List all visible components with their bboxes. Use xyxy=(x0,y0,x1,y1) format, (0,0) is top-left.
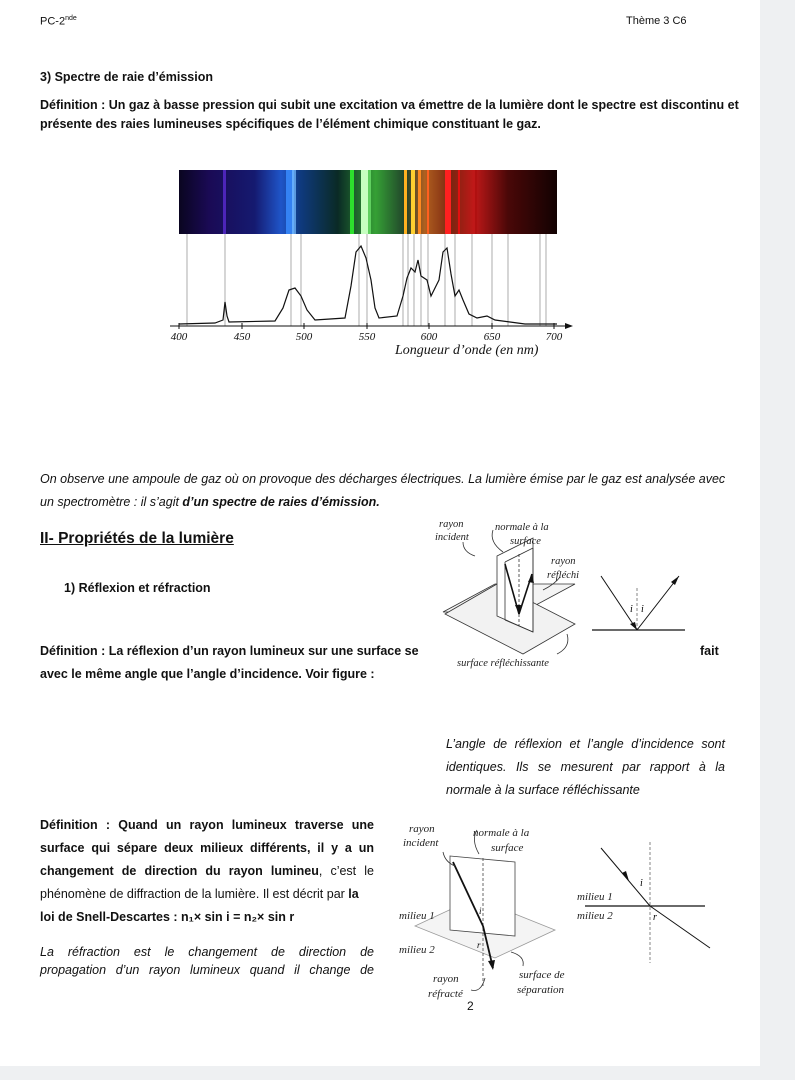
refraction-definition: changement de direction du rayon lumineu, c’est le xyxy=(40,864,374,878)
angle-label: r xyxy=(477,940,481,950)
fig-label: surface de xyxy=(519,969,565,981)
fig-label: surface réfléchissante xyxy=(457,658,549,669)
reflection-figure xyxy=(425,512,700,677)
definition-line: avec le même angle que l’angle d’incidence. Voir figure : xyxy=(40,667,375,681)
tick-label: 450 xyxy=(233,331,251,343)
axis-arrow-icon xyxy=(565,323,573,329)
axis-label: Longueur d’onde (en nm) xyxy=(395,343,539,358)
definition-line: présente des raies lumineuses spécifiques de l’élément chimique constituant le gaz. xyxy=(40,117,541,131)
tick-label: 500 xyxy=(295,331,313,343)
observation-line: On observe une ampoule de gaz où on provoque des décharges électriques. La lumière émise par le gaz est analysée avec xyxy=(40,472,726,486)
fig-label: incident xyxy=(435,532,469,543)
part-title: II- Propriétés de la lumière xyxy=(40,530,234,547)
emission-spectrum-figure xyxy=(165,168,585,363)
intensity-curve xyxy=(179,246,557,324)
definition-line: Définition : Un gaz à basse pression qui subit une excitation va émettre de la lumière dont le spectre est discontinu et xyxy=(40,98,739,112)
tick-label: 400 xyxy=(170,331,188,343)
observation-line: un spectromètre : il s’agit d’un spectre de raies d’émission. xyxy=(40,495,380,509)
fig-label: réfléchi xyxy=(547,570,580,581)
subsection-title: 1) Réflexion et réfraction xyxy=(64,581,211,595)
fig-label: surface xyxy=(491,842,524,854)
tick-label: 600 xyxy=(420,331,438,343)
angle-label: r xyxy=(653,912,657,923)
fig-label: rayon xyxy=(551,556,576,567)
refraction-definition: Définition : Quand un rayon lumineux traverse une xyxy=(40,818,374,832)
refraction-definition: surface qui sépare deux milieux différents, il y a un xyxy=(40,841,374,855)
page-number: 2 xyxy=(467,999,474,1013)
fig-label: normale à la xyxy=(473,827,530,839)
reflection-note: identiques. Ils se mesurent par rapport à la xyxy=(446,760,725,774)
fig-label: milieu 1 xyxy=(399,910,435,922)
fig-label: surface xyxy=(510,536,541,547)
angle-label: i xyxy=(479,906,482,916)
section-title: 3) Spectre de raie d’émission xyxy=(40,70,213,84)
refraction-definition-2: La réfraction est le changement de direction de xyxy=(40,945,374,959)
fig-label: séparation xyxy=(517,984,565,996)
reflection-note: normale à la surface réfléchissante xyxy=(446,783,640,797)
tick-label: 550 xyxy=(358,331,376,343)
header-right: Thème 3 C6 xyxy=(626,15,687,27)
tick-label: 650 xyxy=(483,331,501,343)
reflection-note: L’angle de réflexion et l’angle d’incidence sont xyxy=(446,737,725,751)
definition-line: Définition : La réflexion d’un rayon lumineux sur une surface se xyxy=(40,644,419,658)
angle-label: i xyxy=(640,878,643,889)
angle-label: i xyxy=(641,604,644,615)
fig-label: milieu 2 xyxy=(577,910,613,922)
fig-label: rayon xyxy=(433,973,459,985)
fig-label: réfracté xyxy=(428,988,463,1000)
angle-label: i xyxy=(630,604,633,615)
refraction-definition: phénomène de diffraction de la lumière. Il est décrit par la xyxy=(40,887,359,901)
fig-label: normale à la xyxy=(495,522,549,533)
fig-label: incident xyxy=(403,837,439,849)
header-left: PC-2nde xyxy=(40,15,77,28)
fig-label: rayon xyxy=(409,823,435,835)
snell-descartes-law: loi de Snell-Descartes : n₁× sin i = n₂× sin r xyxy=(40,910,295,924)
fig-label: milieu 2 xyxy=(399,944,435,956)
tick-label: 700 xyxy=(545,331,563,343)
definition-line-end: fait xyxy=(700,644,719,658)
fig-label: milieu 1 xyxy=(577,891,613,903)
refraction-figure xyxy=(395,818,720,1003)
fig-label: rayon xyxy=(439,519,464,530)
refraction-definition-2: propagation d’un rayon lumineux quand il change de xyxy=(40,963,374,977)
